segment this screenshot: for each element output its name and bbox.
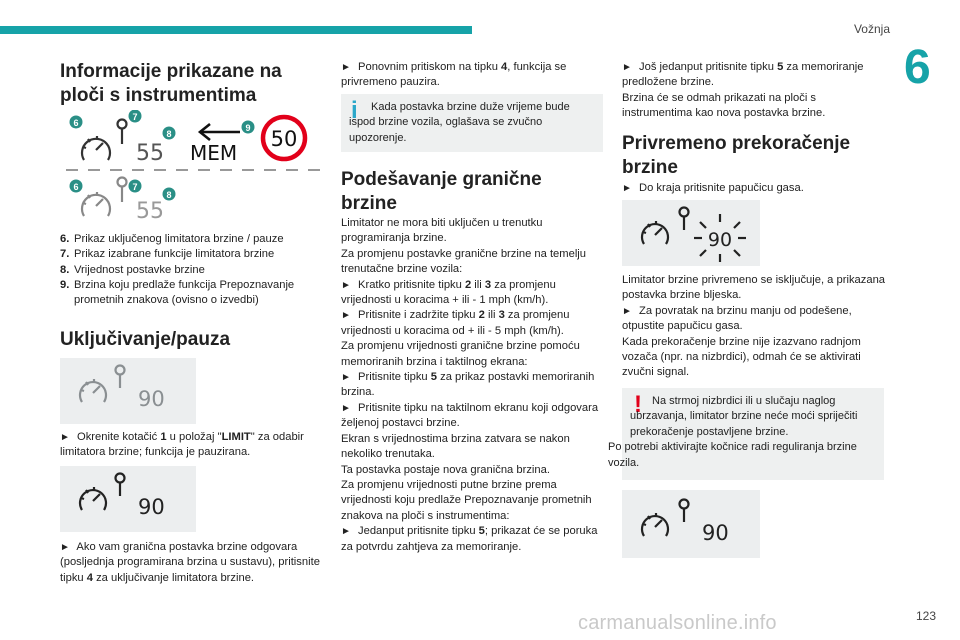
paragraph-memorize: ► Još jedanput pritisnite tipku 5 za memoriranje predložene brzine.: [622, 61, 864, 89]
limiter-active-image-2: [622, 490, 760, 558]
callout-9: [242, 121, 255, 134]
warning-note-text: Na strmoj nizbrdici ili u slučaju naglog ubrzavanja, limitator brzine neće moći spriječiti prekoračenje postavljene brzine. Po potrebi aktivirajte kočnice radi reguliranja brzine vozila.: [608, 395, 858, 469]
mem-label: MEM: [190, 141, 238, 165]
header-accent-bar: [0, 26, 472, 34]
bullet-line: ► Pritisnite i zadržite tipku 2 ili 3 za promjenu vrijednosti u koracima od + ili - 5 mph (km/h).: [341, 309, 570, 337]
legend-list: [60, 232, 322, 308]
callout-8: [163, 127, 176, 140]
speed-limiter-paused-icon: [82, 178, 127, 217]
paragraph-pause: ► Ponovnim pritiskom na tipku 4, funkcija se privremeno pauzira.: [341, 61, 567, 89]
callout-6: [70, 116, 83, 129]
section-heading-4: Privremeno prekoračenje brzine: [622, 133, 851, 178]
limiter-active-image: [60, 466, 196, 532]
paragraph-new-setting: Brzina će se odmah prikazati na ploči s instrumentima kao nova postavka brzine.: [622, 92, 826, 120]
paragraph-activate: ► Ako vam granična postavka brzine odgovara (posljednja programirana brzina u sustavu), pritisnite tipku 4 za uključivanje limitatora brzine.: [60, 541, 320, 584]
legend-item: 9. Brzina koju predlaže funkcija Prepoznavanje prometnih znakova (ovisno o izvedbi): [60, 278, 295, 307]
info-note: [341, 94, 603, 152]
callout-6-lower: [70, 180, 83, 193]
arrow-left-icon: [200, 124, 240, 140]
setting-instructions: [341, 216, 605, 555]
svg-text:8: 8: [166, 129, 172, 139]
overspeed-paragraphs: [622, 273, 886, 381]
instrument-panel-diagram: [66, 110, 328, 222]
sign-speed-value: 50: [270, 127, 298, 151]
svg-text:90: 90: [138, 495, 165, 519]
text-line: Ekran s vrijednostima brzina zatvara se nakon nekoliko trenutaka.: [341, 432, 570, 461]
svg-text:8: 8: [166, 190, 172, 200]
page-number: 123: [915, 609, 936, 623]
speed-limiter-active-icon: [642, 500, 689, 537]
svg-text:6: 6: [73, 182, 79, 192]
watermark: carmanualsonline.info: [578, 612, 777, 634]
section-title: Vožnja: [853, 22, 890, 36]
speed-limiter-active-icon: [80, 474, 125, 511]
speed-limiter-paused-icon: [80, 366, 125, 403]
bullet-line: ► Za povratak na brzinu manju od podešene, otpustite papučicu gasa.: [622, 304, 852, 333]
text-line: Kada prekoračenje brzine nije izazvano radnjom vozača (npr. na nizbrdici), odmah će se aktivirati zvučni signal.: [622, 335, 861, 379]
text-line: Za promjenu vrijednosti granične brzine pomoću memoriranih brzina i taktilnog ekrana:: [341, 340, 580, 368]
svg-text:7: 7: [132, 182, 138, 192]
svg-text:90: 90: [702, 521, 729, 545]
text-line: Za promjenu postavke granične brzine na temelju trenutačne brzine vozila:: [341, 247, 587, 276]
speed-limiter-gauge-icon: [82, 120, 127, 161]
legend-item: 7. Prikaz izabrane funkcije limitatora brzine: [60, 248, 275, 261]
bullet-line: ► Pritisnite tipku 5 za prikaz postavki memoriranih brzina.: [341, 371, 595, 399]
section-heading-3: Podešavanje granične brzine: [341, 169, 542, 214]
section-heading-2: Uključivanje/pauza: [60, 329, 231, 350]
text-line: Za promjenu vrijednosti putne brzine prema vrijednosti koju predlaže Prepoznavanje prometnih znakova na ploči s instrumentima:: [341, 478, 592, 522]
bullet-line: ► Pritisnite tipku na taktilnom ekranu koji odgovara željenoj postavci brzine.: [341, 401, 599, 430]
callout-7: [129, 110, 142, 123]
speed-value-inactive: 55: [136, 199, 164, 222]
svg-text:90: 90: [138, 387, 165, 411]
section-heading: Informacije prikazane na ploči s instrumentima: [60, 61, 282, 106]
bullet-line: ► Kratko pritisnite tipku 2 ili 3 za promjenu vrijednosti u koracima + ili - 1 mph (km/h).: [341, 278, 556, 307]
svg-text:90: 90: [707, 229, 733, 251]
text-line: Limitator ne mora biti uključen u trenutku programiranja brzine.: [341, 217, 543, 245]
warning-note: [608, 388, 884, 480]
limiter-flashing-image: [622, 200, 760, 266]
chapter-number: 6: [904, 41, 931, 94]
limiter-paused-image: [60, 358, 196, 424]
bullet-line: ► Jedanput pritisnite tipku 5; prikazat će se poruka za potvrdu zahtjeva za memoriranje.: [341, 525, 598, 553]
text-line: Ta postavka postaje nova granična brzina.: [341, 463, 550, 476]
legend-item: 6. Prikaz uključenog limitatora brzine / pauze: [60, 233, 284, 245]
paragraph-accelerator: ► Do kraja pritisnite papučicu gasa.: [622, 182, 804, 194]
info-note-text: Kada postavka brzine duže vrijeme bude ispod brzine vozila, oglašava se zvučno upozorenje.: [349, 101, 570, 144]
speed-value-active: 55: [136, 141, 164, 166]
warning-icon: !: [634, 391, 642, 418]
svg-text:6: 6: [73, 118, 79, 128]
svg-text:9: 9: [245, 123, 251, 133]
legend-item: 8. Vrijednost postavke brzine: [60, 263, 205, 276]
text-line: Limitator brzine privremeno se isključuje, a prikazana postavka brzine bljeska.: [622, 274, 886, 302]
callout-7-lower: [129, 180, 142, 193]
callout-8-lower: [163, 188, 176, 201]
svg-text:7: 7: [132, 112, 138, 122]
paragraph-turn-knob: ► Okrenite kotačić 1 u položaj "LIMIT" za odabir limitatora brzine; funkcija je pauzirana.: [60, 431, 304, 459]
info-icon: i: [351, 97, 358, 124]
